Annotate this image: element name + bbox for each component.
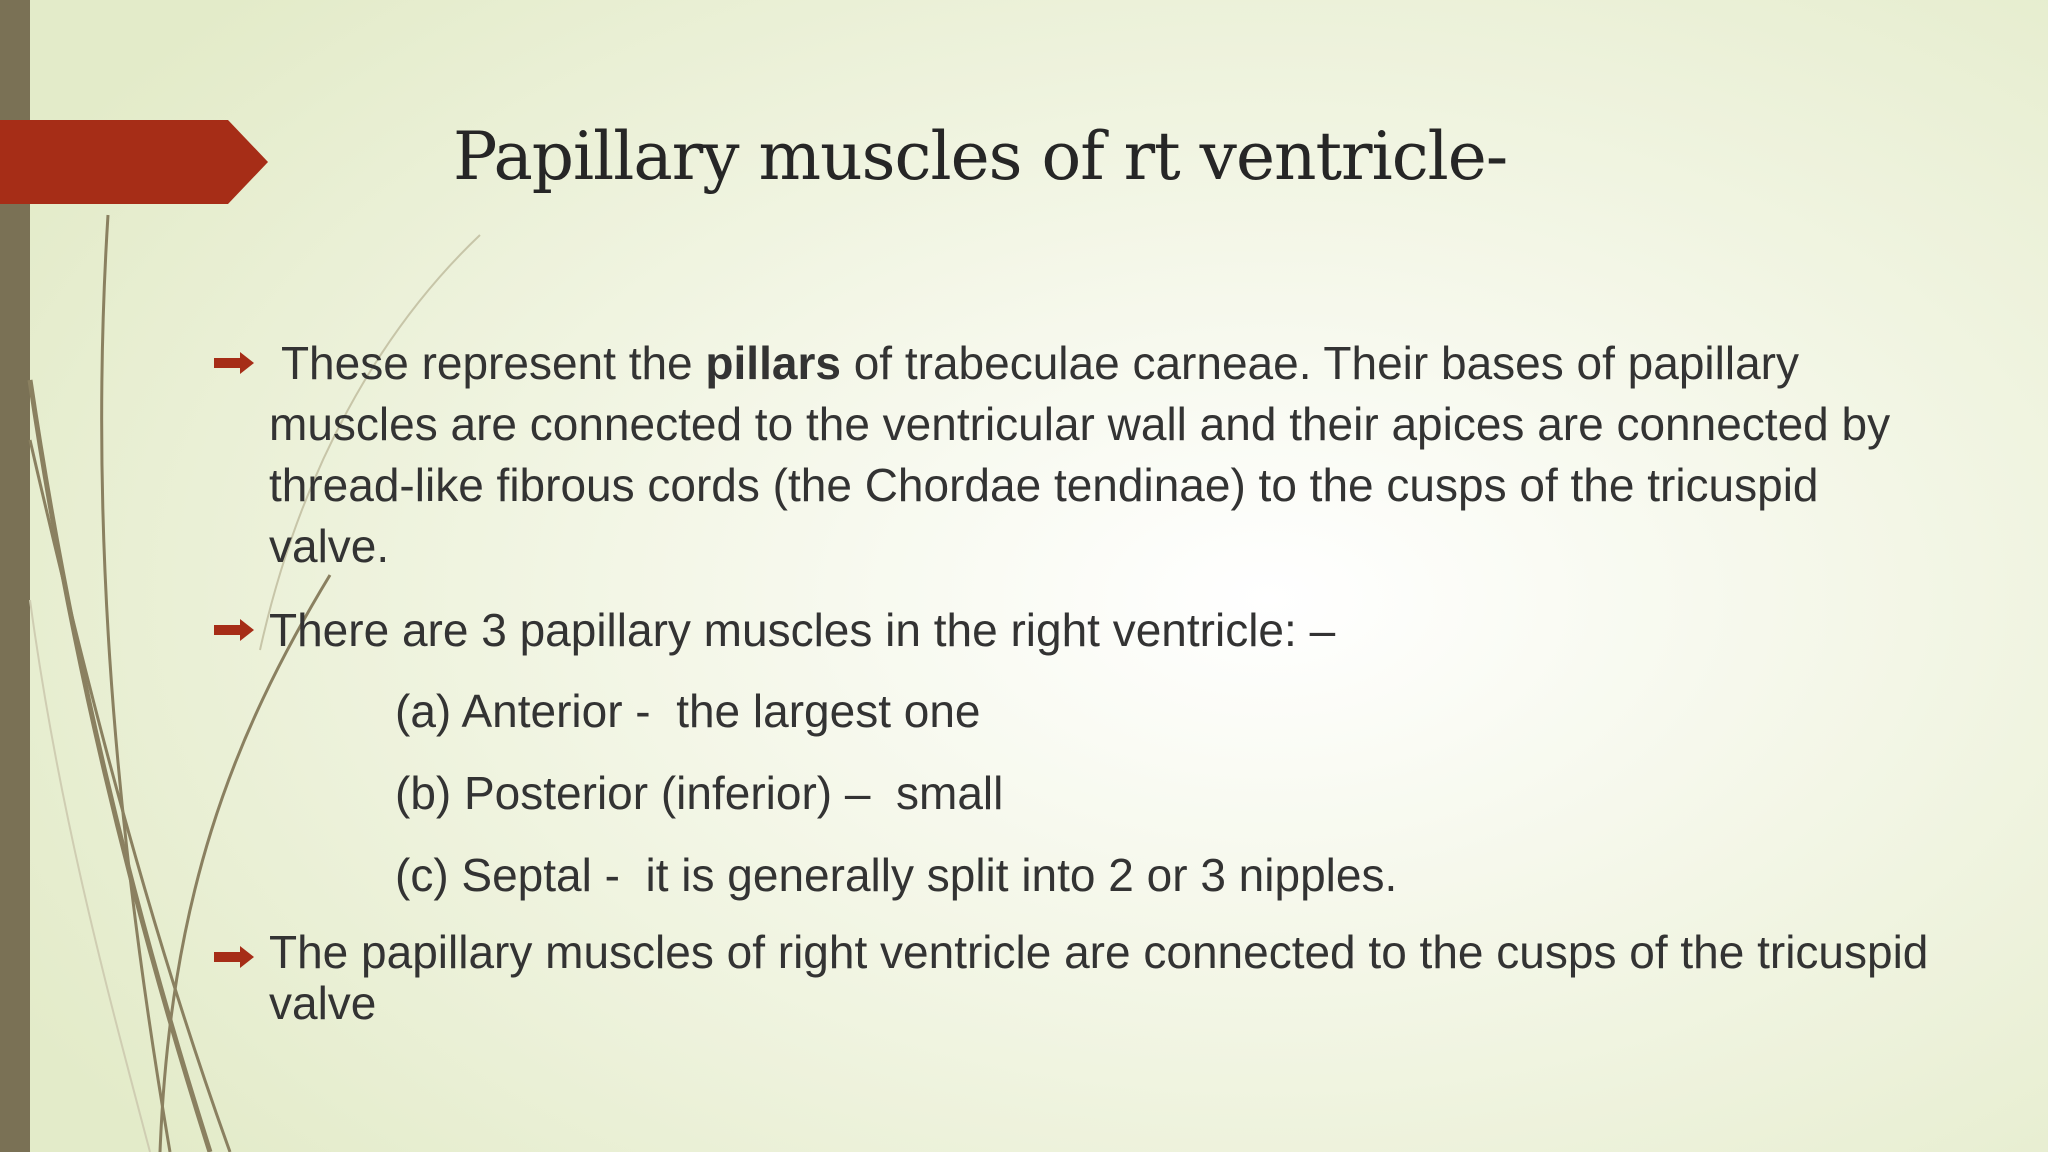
arrow-bullet-icon xyxy=(214,352,254,374)
bullet-text: There are 3 papillary muscles in the right ventricle: – xyxy=(269,604,1336,656)
bullet-lead-text: These represent the xyxy=(269,337,706,389)
sub-list-item: (b) Posterior (inferior) – small xyxy=(395,767,1004,819)
bullet-text: The papillary muscles of right ventricle are connected to the cusps of the tricuspid valve xyxy=(269,926,1929,1029)
arrow-bullet-icon xyxy=(214,946,254,968)
bullet-item xyxy=(210,600,1930,661)
bold-term: pillars xyxy=(705,337,841,389)
sub-list-item: (a) Anterior - the largest one xyxy=(395,685,981,737)
bullet-item xyxy=(210,927,1930,1029)
slide-body xyxy=(210,333,1930,1029)
swoosh-curve xyxy=(102,215,170,1152)
bullet-item xyxy=(210,333,1930,577)
title-accent-arrow xyxy=(0,120,268,204)
sub-list-item: (c) Septal - it is generally split into 2 or 3 nipples. xyxy=(395,849,1398,901)
slide-title: Papillary muscles of rt ventricle- xyxy=(453,118,1508,195)
sub-list xyxy=(210,681,1930,906)
arrow-bullet-icon xyxy=(214,619,254,641)
bullet-text: of trabeculae carneae. Their bases of papillary muscles are connected to the ventricular wall and their apices are connected by thread-like fibrous cords (the Chordae tendinae) to the cusps of the tricuspid valve. xyxy=(269,337,1891,572)
